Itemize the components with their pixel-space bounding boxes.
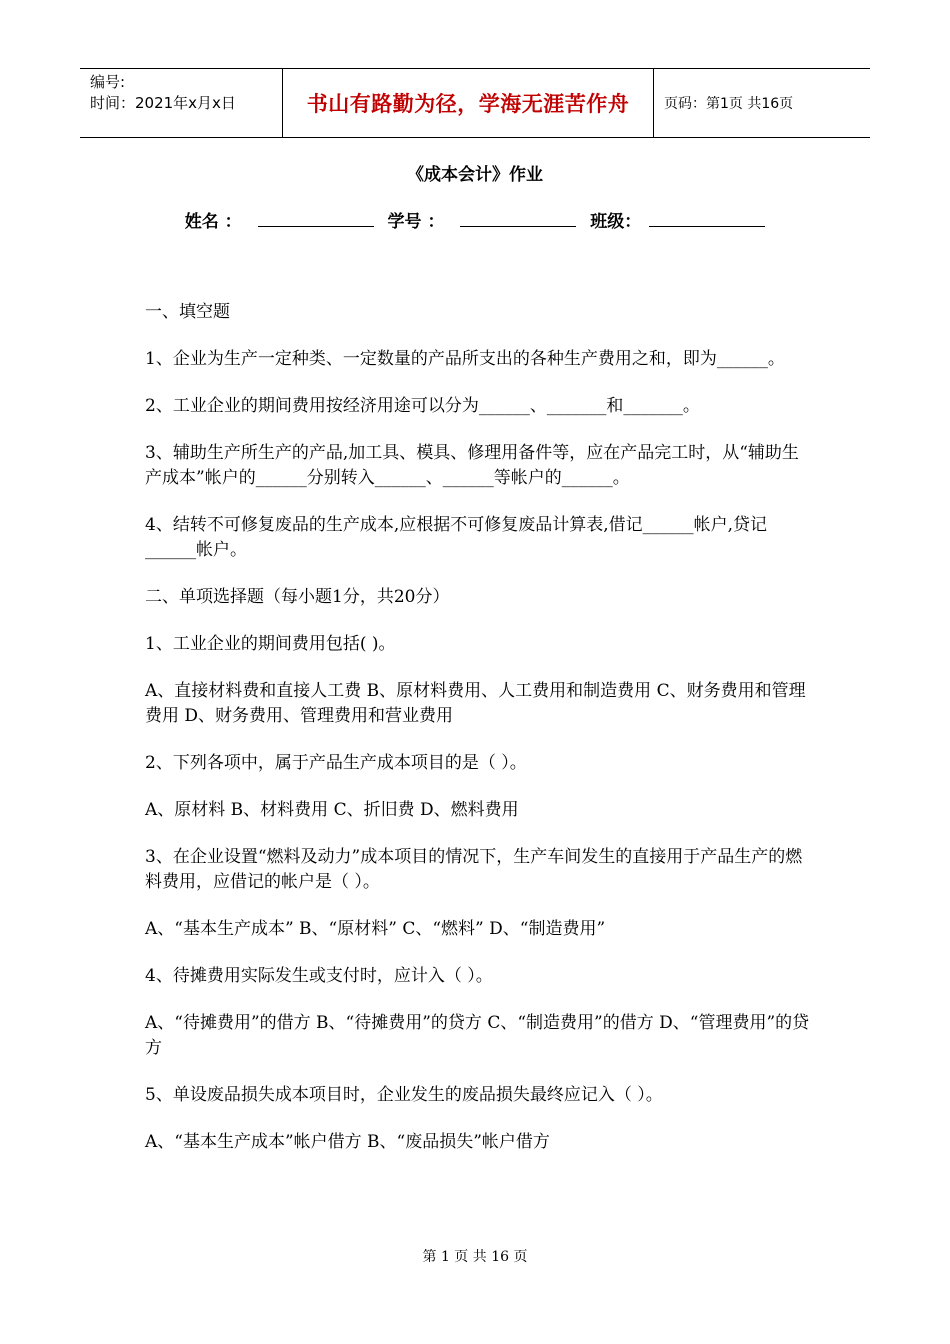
class-label: 班级： (590, 212, 642, 232)
question-paragraph: 4、结转不可修复废品的生产成本,应根据不可修复废品计算表,借记______帐户,贷记______帐户。 (145, 515, 768, 560)
question-paragraph: 5、单设废品损失成本项目时，企业发生的废品损失最终应记入（ ）。 (145, 1085, 663, 1105)
page-header (80, 68, 870, 138)
options-paragraph: A、直接材料费和直接人工费 B、原材料费用、人工费用和制造费用 C、财务费用和管理费用 D、财务费用、管理费用和营业费用 (145, 681, 806, 726)
class-blank[interactable] (649, 211, 765, 227)
options-paragraph: A、“基本生产成本” B、“原材料” C、“燃料” D、“制造费用” (145, 919, 606, 939)
header-page-info: 页码：第1页 共16页 (664, 96, 794, 112)
student-id-label: 学号 ： (387, 212, 445, 232)
student-id-blank[interactable] (460, 211, 576, 227)
question-paragraph: 3、辅助生产所生产的产品,加工具、模具、修理用备件等，应在产品完工时，从“辅助生产成本”帐户的______分别转入______、______等帐户的______。 (145, 443, 799, 488)
name-blank[interactable] (258, 211, 374, 227)
student-info-fields (0, 207, 950, 232)
header-motto: 书山有路勤为径，学海无涯苦作舟 (282, 69, 654, 137)
question-paragraph: 2、下列各项中，属于产品生产成本项目的是（ ）。 (145, 753, 527, 773)
page-footer: 第 1 页 共 16 页 (422, 1249, 528, 1265)
options-paragraph: A、“待摊费用”的借方 B、“待摊费用”的贷方 C、“制造费用”的借方 D、“管理费用”的贷方 (145, 1013, 810, 1058)
document-body (145, 300, 815, 1177)
document-title: 《成本会计》作业 (407, 165, 543, 185)
time-label: 时间：2021年x月x日 (90, 94, 236, 112)
name-label: 姓名 ： (184, 212, 242, 232)
section-heading-single-choice: 二、单项选择题（每小题1分，共20分） (145, 587, 450, 607)
header-meta (80, 69, 282, 137)
options-paragraph: A、原材料 B、材料费用 C、折旧费 D、燃料费用 (145, 800, 519, 820)
question-paragraph: 4、待摊费用实际发生或支付时，应计入（ ）。 (145, 966, 493, 986)
number-label: 编号: (90, 73, 126, 91)
question-paragraph: 3、在企业设置“燃料及动力”成本项目的情况下，生产车间发生的直接用于产品生产的燃料费用，应借记的帐户是（ ）。 (145, 847, 803, 892)
question-paragraph: 1、企业为生产一定种类、一定数量的产品所支出的各种生产费用之和，即为______。 (145, 349, 785, 369)
question-paragraph: 2、工业企业的期间费用按经济用途可以分为______、_______和_______。 (145, 396, 700, 416)
options-paragraph: A、“基本生产成本”帐户借方 B、“废品损失”帐户借方 (145, 1132, 550, 1152)
section-heading-fill-blank: 一、填空题 (145, 302, 230, 322)
question-paragraph: 1、工业企业的期间费用包括( )。 (145, 634, 396, 654)
